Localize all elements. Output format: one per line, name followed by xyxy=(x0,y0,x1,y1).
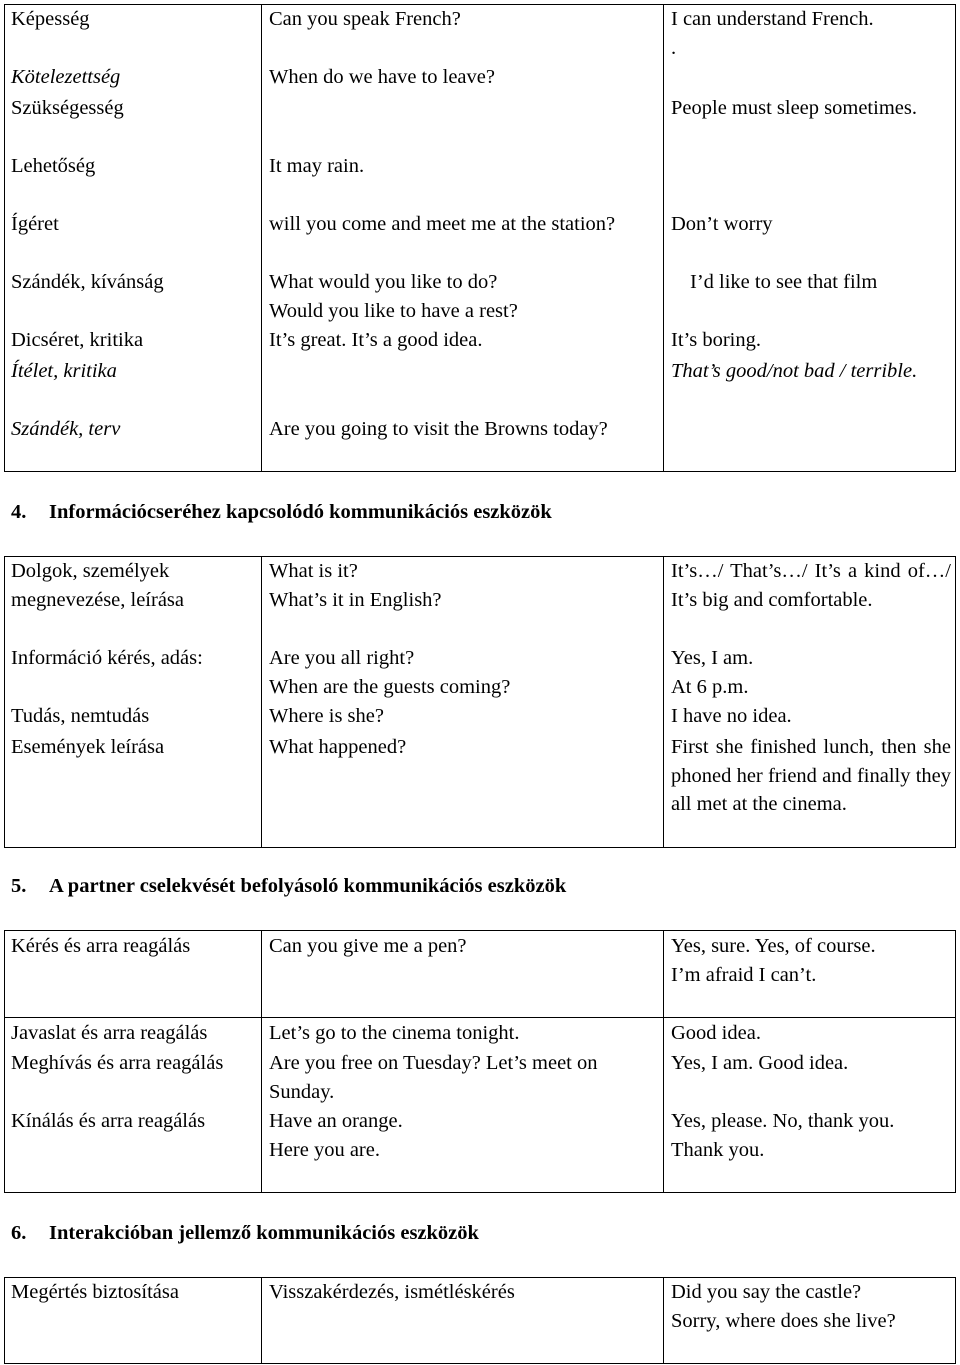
table4-left-border xyxy=(4,556,5,848)
table5-left-border xyxy=(4,930,5,1193)
t4-r2-category: Információ kérés, adás: xyxy=(11,647,203,669)
table1-col-divider-2 xyxy=(663,4,664,472)
t4-r4-question: What happened? xyxy=(269,736,407,758)
section6-number: 6. xyxy=(11,1222,27,1244)
table4-bottom-border xyxy=(4,847,956,848)
t1-r1-answer: I can understand French. . xyxy=(671,8,874,59)
t4-r4-category: Események leírása xyxy=(11,736,165,758)
table1-col-divider-1 xyxy=(261,4,262,472)
table5-top-border xyxy=(4,930,956,931)
t1-r6-question: What would you like to do? Would you like to have a rest? xyxy=(269,271,518,322)
t5-r1-category: Kérés és arra reagálás xyxy=(11,935,191,957)
table5-bottom-border xyxy=(4,1192,956,1193)
table1-left-border xyxy=(4,4,5,472)
t5-r4-answer: Yes, please. No, thank you. Thank you. xyxy=(671,1110,895,1161)
t6-r1-question: Visszakérdezés, ismétléskérés xyxy=(269,1281,515,1303)
table6-bottom-border xyxy=(4,1363,956,1364)
t1-r1-question: Can you speak French? xyxy=(269,8,461,30)
t1-r9-category: Szándék, terv xyxy=(11,418,121,440)
table5-mid-border xyxy=(4,1017,956,1018)
t5-r1-question: Can you give me a pen? xyxy=(269,935,467,957)
t4-r4-answer: First she finished lunch, then she phoned her friend and finally they all met at the cinema. xyxy=(671,736,951,815)
table1-right-border xyxy=(955,4,956,472)
section4-number: 4. xyxy=(11,501,27,523)
t4-r1-category: Dolgok, személyek megnevezése, leírása xyxy=(11,560,185,611)
table5-right-border xyxy=(955,930,956,1193)
table6-left-border xyxy=(4,1277,5,1364)
t5-r2-category: Javaslat és arra reagálás xyxy=(11,1022,208,1044)
t4-r2-question: Are you all right? When are the guests coming? xyxy=(269,647,511,698)
table4-col-divider-1 xyxy=(261,556,262,848)
t1-r7-category: Dicséret, kritika xyxy=(11,329,144,351)
table5-col-divider-2 xyxy=(663,930,664,1193)
t1-r5-category: Ígéret xyxy=(11,213,59,235)
t5-r1-answer: Yes, sure. Yes, of course. I’m afraid I can’t. xyxy=(671,935,876,986)
section6-title: Interakcióban jellemző kommunikációs eszközök xyxy=(49,1222,479,1244)
t1-r8-answer: That’s good/not bad / terrible. xyxy=(671,360,918,382)
t1-r5-question: will you come and meet me at the station? xyxy=(269,213,616,235)
t4-r3-category: Tudás, nemtudás xyxy=(11,705,150,727)
t5-r4-question: Have an orange. Here you are. xyxy=(269,1110,403,1161)
t5-r3-question: Are you free on Tuesday? Let’s meet on Sunday. xyxy=(269,1052,598,1103)
t1-r6-answer: I’d like to see that film xyxy=(690,271,878,293)
t1-r6-category: Szándék, kívánság xyxy=(11,271,164,293)
section5-heading xyxy=(11,872,566,900)
t1-r3-answer: People must sleep sometimes. xyxy=(671,97,917,119)
t1-r7-question: It’s great. It’s a good idea. xyxy=(269,329,483,351)
t6-r1-answer: Did you say the castle? Sorry, where does she live? xyxy=(671,1281,896,1332)
t4-r2-answer: Yes, I am. At 6 p.m. xyxy=(671,647,754,698)
t5-r3-answer: Yes, I am. Good idea. xyxy=(671,1052,849,1074)
section5-title: A partner cselekvését befolyásoló kommunikációs eszközök xyxy=(49,875,567,897)
table6-col-divider-2 xyxy=(663,1277,664,1364)
t5-r2-question: Let’s go to the cinema tonight. xyxy=(269,1022,520,1044)
section4-title: Információcseréhez kapcsolódó kommunikációs eszközök xyxy=(49,501,552,523)
t1-r2-question: When do we have to leave? xyxy=(269,66,495,88)
t4-r3-question: Where is she? xyxy=(269,705,384,727)
t5-r2-answer: Good idea. xyxy=(671,1022,761,1044)
t1-r3-category: Szükségesség xyxy=(11,97,124,119)
t1-r5-answer: Don’t worry xyxy=(671,213,773,235)
t4-r1-question: What is it? What’s it in English? xyxy=(269,560,442,611)
t1-r4-question: It may rain. xyxy=(269,155,365,177)
t4-r1-answer: It’s…/ That’s…/ It’s a kind of…/ It’s big and comfortable. xyxy=(671,560,951,611)
table4-col-divider-2 xyxy=(663,556,664,848)
t6-r1-category: Megértés biztosítása xyxy=(11,1281,179,1303)
t1-r2-category: Kötelezettség xyxy=(11,66,121,88)
section5-number: 5. xyxy=(11,875,27,897)
t1-r7-answer: It’s boring. xyxy=(671,329,761,351)
table4-right-border xyxy=(955,556,956,848)
table6-right-border xyxy=(955,1277,956,1364)
section6-heading xyxy=(11,1219,479,1247)
t5-r3-category: Meghívás és arra reagálás xyxy=(11,1052,224,1074)
t5-r4-category: Kínálás és arra reagálás xyxy=(11,1110,206,1132)
table1-bottom-border xyxy=(4,471,956,472)
section4-heading xyxy=(11,498,552,526)
t1-r4-category: Lehetőség xyxy=(11,155,96,177)
t4-r3-answer: I have no idea. xyxy=(671,705,792,727)
table6-col-divider-1 xyxy=(261,1277,262,1364)
table5-col-divider-1 xyxy=(261,930,262,1193)
t1-r9-question: Are you going to visit the Browns today? xyxy=(269,418,608,440)
t1-r8-category: Ítélet, kritika xyxy=(11,360,117,382)
t1-r1-category: Képesség xyxy=(11,8,90,30)
